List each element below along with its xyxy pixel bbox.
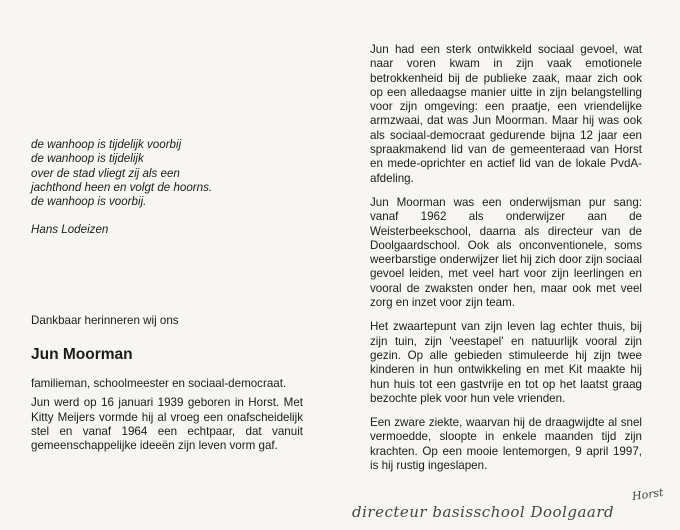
poem-line: jachthond heen en volgt de hoorns. xyxy=(31,180,213,194)
right-column xyxy=(370,43,642,473)
poem-line: de wanhoop is tijdelijk xyxy=(31,152,144,166)
handwritten-annotation: directeur basisschool Doolgaard xyxy=(352,503,615,521)
biography-paragraph: Jun Moorman was een onderwijsman pur sang: vanaf 1962 als onderwijzer aan de Weisterbeekschool, daarna als directeur van de Doolgaardschool. Ook als onconventionele, soms weerbarstige onderwijzer liet hij zich door zijn sociaal gevoel leiden, met veel hart voor zijn leerlingen en vooral de zwaksten onder hen, maar ook met veel zorg en inzet voor zijn team. xyxy=(370,195,642,310)
deceased-description: familieman, schoolmeester en sociaal-democraat. xyxy=(31,377,287,391)
handwritten-note: Horst xyxy=(631,485,665,504)
biography-paragraph: Een zware ziekte, waarvan hij de draagwijdte al snel vermoedde, sloopte in enkele maanden tijd zijn krachten. Op een mooie lentemorgen, 9 april 1997, is hij rustig ingeslapen. xyxy=(370,416,642,473)
poem-line: over de stad vliegt zij als een xyxy=(31,166,180,180)
thanks-line: Dankbaar herinneren wij ons xyxy=(31,313,179,327)
left-column xyxy=(31,138,303,454)
deceased-name: Jun Moorman xyxy=(31,346,133,364)
poem-line: de wanhoop is voorbij. xyxy=(31,195,147,209)
poem-line: de wanhoop is tijdelijk voorbij xyxy=(31,138,182,151)
biography-paragraph: Het zwaartepunt van zijn leven lag echter thuis, bij zijn tuin, zijn 'veestapel' en natuurlijk vooral zijn gezin. Op alle gebieden stimuleerde hij zijn twee kinderen in hun ontwikkeling en met Kit maakte hij hun huis tot een gastvrije en tot op het laatst graag bezochte plek voor hun vele vrienden. xyxy=(370,320,642,405)
poem xyxy=(31,138,303,209)
poem-author: Hans Lodeizen xyxy=(31,223,109,237)
biography-paragraph: Jun werd op 16 januari 1939 geboren in Horst. Met Kitty Meijers vormde hij al vroeg een onafscheidelijk stel en vanaf 1964 een echtpaar, dat vanuit gemeenschappelijke ideeën zijn leven vorm gaf. xyxy=(31,396,303,453)
biography-paragraph: Jun had een sterk ontwikkeld sociaal gevoel, wat naar voren kwam in zijn vaak emotionele betrokkenheid bij de publieke zaak, maar zich ook op een alledaagse manier uitte in zijn belangstelling voor zijn omgeving: een praatje, een vriendelijke armzwaai, dat was Jun Moorman. Maar hij was ook als sociaal-democraat gedurende bijna 12 jaar een spraakmakend lid van de gemeenteraad van Horst en mede-oprichter en actief lid van de lokale PvdA-afdeling. xyxy=(370,43,642,185)
